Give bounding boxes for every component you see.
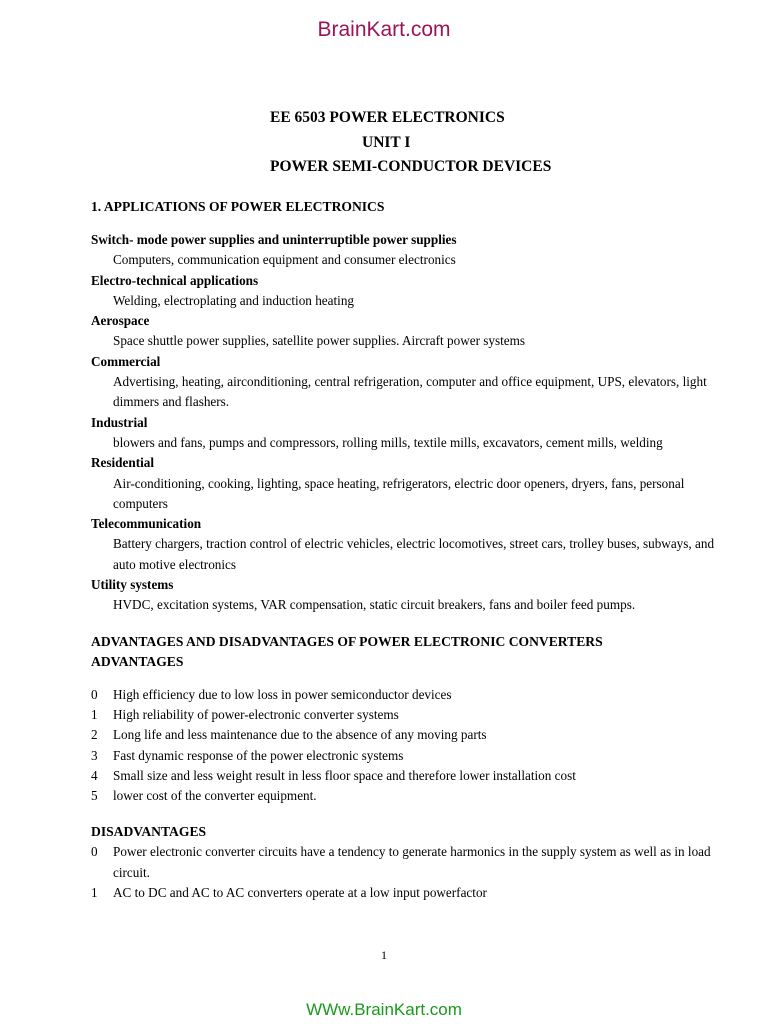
category-description: Welding, electroplating and induction heating [113,292,355,308]
category-description: Battery chargers, traction control of electric vehicles, electric locomotives, street cars, trolley buses, subways, and auto motive electronics [113,536,715,572]
page-number: 1 [381,948,387,962]
category-description: Space shuttle power supplies, satellite power supplies. Aircraft power systems [113,333,526,349]
applications-list [91,230,721,616]
topic-title: POWER SEMI-CONDUCTOR DEVICES [270,158,552,175]
applications-heading: 1. APPLICATIONS OF POWER ELECTRONICS [91,199,385,214]
advantages-list [91,685,721,807]
item-text: High efficiency due to low loss in power semiconductor devices [113,686,452,702]
category-description: blowers and fans, pumps and compressors, rolling mills, textile mills, excavators, cement mills, welding [113,434,663,450]
category-heading: Residential [91,455,155,471]
category-heading: Industrial [91,414,148,430]
category-description: Advertising, heating, airconditioning, central refrigeration, computer and office equipment, UPS, elevators, light dimmers and flashers. [113,374,707,410]
document-titles [0,106,768,180]
item-number: 1 [91,706,98,722]
list-item [91,883,721,903]
item-text: AC to DC and AC to AC converters operate at a low input powerfactor [113,885,487,901]
category-heading: Telecommunication [91,516,202,532]
item-number: 1 [91,885,98,901]
category-description: Air-conditioning, cooking, lighting, space heating, refrigerators, electric door openers, dryers, fans, personal computers [113,475,685,511]
list-item [91,786,721,806]
footer-brand-link[interactable]: WWw.BrainKart.com [306,1000,462,1019]
list-item [91,685,721,705]
item-text: lower cost of the converter equipment. [113,788,317,804]
list-item [91,766,721,786]
advdis-heading: ADVANTAGES AND DISADVANTAGES OF POWER ELECTRONIC CONVERTERS [91,633,603,649]
list-item [91,842,721,883]
category-heading: Commercial [91,353,161,369]
category-heading: Electro-technical applications [91,272,259,288]
item-number: 4 [91,767,98,783]
header-brand-link[interactable]: BrainKart.com [317,18,451,41]
item-text: Power electronic converter circuits have a tendency to generate harmonics in the supply system as well as in load circuit. [113,844,711,880]
item-number: 0 [91,686,98,702]
advantages-heading: ADVANTAGES [91,653,184,669]
course-title: EE 6503 POWER ELECTRONICS [270,109,505,126]
item-text: Small size and less weight result in less floor space and therefore lower installation cost [113,767,576,783]
list-item [91,705,721,725]
item-number: 2 [91,727,98,743]
disadvantages-list [91,842,721,903]
item-text: High reliability of power-electronic converter systems [113,706,399,722]
item-text: Long life and less maintenance due to the absence of any moving parts [113,727,487,743]
category-description: HVDC, excitation systems, VAR compensation, static circuit breakers, fans and boiler feed pumps. [113,597,636,613]
item-number: 0 [91,844,98,860]
item-number: 5 [91,788,98,804]
category-heading: Aerospace [91,313,150,329]
category-heading: Switch- mode power supplies and uninterruptible power supplies [91,232,457,247]
category-heading: Utility systems [91,577,174,593]
list-item [91,746,721,766]
item-number: 3 [91,747,98,763]
category-description: Computers, communication equipment and consumer electronics [113,252,456,268]
document-body [91,197,721,903]
item-text: Fast dynamic response of the power electronic systems [113,747,404,763]
disadvantages-heading: DISADVANTAGES [91,824,207,840]
list-item [91,725,721,745]
unit-title: UNIT I [362,133,411,151]
